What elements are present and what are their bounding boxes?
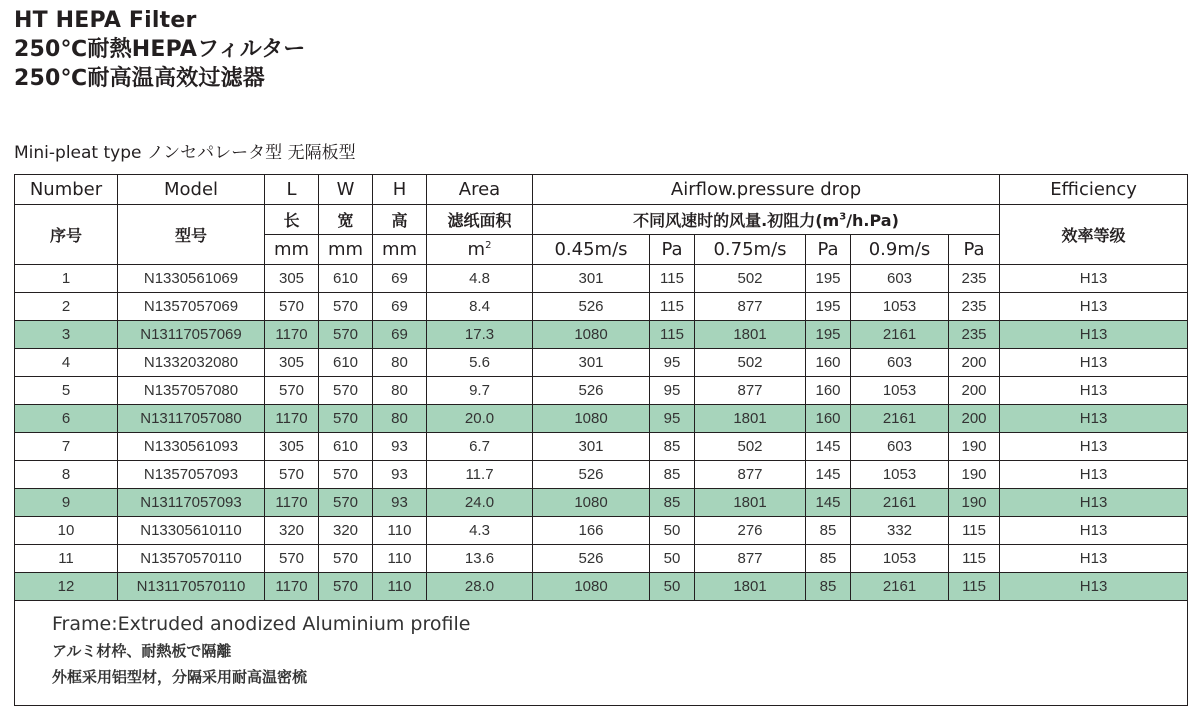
cell-number: 9: [15, 489, 118, 517]
cell-model: N13117057080: [118, 405, 265, 433]
cell-pa-2: 160: [806, 349, 851, 377]
cell-flow-2: 877: [695, 545, 806, 573]
cell-efficiency: H13: [1000, 517, 1188, 545]
cell-h: 110: [373, 573, 427, 601]
cell-flow-3: 2161: [851, 321, 949, 349]
speed-1: 0.45m/s: [533, 235, 650, 265]
cell-w: 570: [319, 461, 373, 489]
cell-pa-1: 95: [650, 349, 695, 377]
header-h: H: [373, 175, 427, 205]
cell-h: 93: [373, 433, 427, 461]
cell-flow-2: 276: [695, 517, 806, 545]
cell-flow-1: 166: [533, 517, 650, 545]
header-row-1: [15, 175, 1188, 205]
cell-l: 1170: [265, 489, 319, 517]
cell-pa-3: 200: [949, 377, 1000, 405]
unit-l: mm: [265, 235, 319, 265]
unit-w: mm: [319, 235, 373, 265]
cell-area: 4.8: [427, 265, 533, 293]
table-row: [15, 293, 1188, 321]
cell-number: 12: [15, 573, 118, 601]
footer-frame-jp: アルミ材枠、耐熱板で隔離: [52, 643, 232, 660]
title-en: HT HEPA Filter: [14, 8, 197, 33]
cell-area: 20.0: [427, 405, 533, 433]
footer-frame-cn: 外框采用铝型材，分隔采用耐高温密梳: [52, 669, 308, 686]
cell-flow-2: 877: [695, 377, 806, 405]
cell-number: 6: [15, 405, 118, 433]
table-row: [15, 349, 1188, 377]
unit-area-text: m: [467, 239, 486, 260]
cell-flow-2: 502: [695, 349, 806, 377]
cell-h: 69: [373, 265, 427, 293]
cell-model: N13117057069: [118, 321, 265, 349]
cell-flow-1: 301: [533, 433, 650, 461]
cell-pa-1: 50: [650, 573, 695, 601]
cell-flow-3: 1053: [851, 293, 949, 321]
cell-pa-2: 195: [806, 321, 851, 349]
header-area: Area: [427, 175, 533, 205]
header-w: W: [319, 175, 373, 205]
cell-area: 17.3: [427, 321, 533, 349]
title-block: [14, 6, 306, 93]
cell-flow-1: 301: [533, 265, 650, 293]
cell-l: 570: [265, 377, 319, 405]
cell-pa-1: 115: [650, 293, 695, 321]
table-row: [15, 461, 1188, 489]
table-row: [15, 433, 1188, 461]
cell-w: 320: [319, 517, 373, 545]
header-airflow: Airflow.pressure drop: [533, 175, 1000, 205]
cell-number: 3: [15, 321, 118, 349]
header-efficiency-cn: 效率等级: [1000, 205, 1188, 265]
table-row: [15, 489, 1188, 517]
cell-l: 1170: [265, 405, 319, 433]
cell-h: 80: [373, 405, 427, 433]
header-efficiency: Efficiency: [1000, 175, 1188, 205]
cell-pa-2: 85: [806, 545, 851, 573]
cell-model: N1357057069: [118, 293, 265, 321]
unit-area-sup: 2: [485, 240, 492, 251]
cell-number: 4: [15, 349, 118, 377]
cell-area: 6.7: [427, 433, 533, 461]
cell-area: 24.0: [427, 489, 533, 517]
cell-efficiency: H13: [1000, 545, 1188, 573]
cell-efficiency: H13: [1000, 321, 1188, 349]
cell-h: 110: [373, 545, 427, 573]
cell-h: 110: [373, 517, 427, 545]
cell-pa-2: 160: [806, 405, 851, 433]
cell-flow-1: 526: [533, 545, 650, 573]
cell-efficiency: H13: [1000, 293, 1188, 321]
cell-flow-1: 526: [533, 377, 650, 405]
cell-efficiency: H13: [1000, 433, 1188, 461]
header-model-cn: 型号: [118, 205, 265, 265]
cell-flow-3: 1053: [851, 545, 949, 573]
cell-number: 10: [15, 517, 118, 545]
table-row: [15, 517, 1188, 545]
table-row: [15, 321, 1188, 349]
cell-efficiency: H13: [1000, 573, 1188, 601]
cell-area: 28.0: [427, 573, 533, 601]
cell-pa-1: 85: [650, 461, 695, 489]
cell-pa-2: 160: [806, 377, 851, 405]
header-area-cn: 滤纸面积: [427, 205, 533, 235]
cell-pa-1: 50: [650, 545, 695, 573]
cell-w: 570: [319, 321, 373, 349]
cell-pa-3: 190: [949, 433, 1000, 461]
cell-flow-2: 1801: [695, 405, 806, 433]
pa-1: Pa: [650, 235, 695, 265]
footer-cell: [15, 601, 1188, 706]
cell-model: N1330561069: [118, 265, 265, 293]
cell-w: 570: [319, 573, 373, 601]
cell-pa-3: 190: [949, 489, 1000, 517]
cell-l: 570: [265, 461, 319, 489]
unit-h: mm: [373, 235, 427, 265]
cell-w: 570: [319, 489, 373, 517]
pa-2: Pa: [806, 235, 851, 265]
table-row: [15, 545, 1188, 573]
cell-area: 4.3: [427, 517, 533, 545]
cell-pa-1: 50: [650, 517, 695, 545]
cell-w: 570: [319, 545, 373, 573]
cell-area: 9.7: [427, 377, 533, 405]
cell-pa-3: 235: [949, 321, 1000, 349]
cell-area: 11.7: [427, 461, 533, 489]
title-cn: 250℃耐高温高效过滤器: [14, 66, 265, 91]
cell-pa-2: 145: [806, 433, 851, 461]
cell-flow-3: 603: [851, 349, 949, 377]
table-row: [15, 265, 1188, 293]
header-airflow-cn-sup: 3: [839, 211, 847, 223]
cell-flow-2: 1801: [695, 573, 806, 601]
cell-h: 69: [373, 321, 427, 349]
header-h-cn: 高: [373, 205, 427, 235]
cell-pa-2: 195: [806, 265, 851, 293]
header-number: Number: [15, 175, 118, 205]
table-row: [15, 405, 1188, 433]
header-model: Model: [118, 175, 265, 205]
cell-number: 8: [15, 461, 118, 489]
cell-number: 7: [15, 433, 118, 461]
cell-l: 305: [265, 349, 319, 377]
cell-flow-3: 2161: [851, 405, 949, 433]
cell-flow-2: 502: [695, 265, 806, 293]
unit-area: [427, 235, 533, 265]
cell-pa-3: 200: [949, 349, 1000, 377]
cell-flow-2: 877: [695, 293, 806, 321]
cell-l: 1170: [265, 321, 319, 349]
cell-model: N1332032080: [118, 349, 265, 377]
cell-pa-1: 95: [650, 377, 695, 405]
cell-l: 305: [265, 433, 319, 461]
cell-l: 1170: [265, 573, 319, 601]
title-jp: 250℃耐熱HEPAフィルター: [14, 37, 306, 62]
spec-table: [14, 174, 1188, 706]
cell-model: N13570570110: [118, 545, 265, 573]
cell-flow-1: 1080: [533, 573, 650, 601]
cell-pa-3: 235: [949, 293, 1000, 321]
cell-w: 610: [319, 349, 373, 377]
pa-3: Pa: [949, 235, 1000, 265]
table-body: [15, 265, 1188, 601]
cell-area: 8.4: [427, 293, 533, 321]
cell-efficiency: H13: [1000, 265, 1188, 293]
cell-pa-3: 115: [949, 573, 1000, 601]
footer-row: [15, 601, 1188, 706]
cell-model: N13305610110: [118, 517, 265, 545]
cell-flow-2: 1801: [695, 321, 806, 349]
cell-area: 5.6: [427, 349, 533, 377]
cell-h: 80: [373, 377, 427, 405]
cell-pa-2: 195: [806, 293, 851, 321]
cell-flow-2: 1801: [695, 489, 806, 517]
header-l-cn: 长: [265, 205, 319, 235]
cell-flow-1: 1080: [533, 489, 650, 517]
cell-flow-1: 526: [533, 293, 650, 321]
cell-model: N1330561093: [118, 433, 265, 461]
cell-pa-1: 95: [650, 405, 695, 433]
speed-3: 0.9m/s: [851, 235, 949, 265]
cell-l: 320: [265, 517, 319, 545]
cell-flow-1: 1080: [533, 321, 650, 349]
cell-pa-1: 85: [650, 489, 695, 517]
cell-efficiency: H13: [1000, 489, 1188, 517]
table-row: [15, 573, 1188, 601]
cell-pa-3: 115: [949, 517, 1000, 545]
cell-area: 13.6: [427, 545, 533, 573]
cell-flow-3: 2161: [851, 573, 949, 601]
cell-w: 570: [319, 377, 373, 405]
header-l: L: [265, 175, 319, 205]
cell-flow-3: 1053: [851, 377, 949, 405]
cell-l: 570: [265, 293, 319, 321]
header-airflow-cn-tail: /h.Pa): [846, 211, 899, 230]
cell-pa-3: 200: [949, 405, 1000, 433]
table-row: [15, 377, 1188, 405]
cell-flow-1: 301: [533, 349, 650, 377]
cell-flow-3: 2161: [851, 489, 949, 517]
cell-pa-1: 115: [650, 265, 695, 293]
cell-model: N131170570110: [118, 573, 265, 601]
cell-l: 305: [265, 265, 319, 293]
header-airflow-cn-text: 不同风速时的风量.初阻力(m: [633, 211, 840, 230]
header-airflow-cn: [533, 205, 1000, 235]
cell-h: 69: [373, 293, 427, 321]
cell-efficiency: H13: [1000, 349, 1188, 377]
cell-flow-2: 502: [695, 433, 806, 461]
cell-flow-1: 1080: [533, 405, 650, 433]
cell-number: 11: [15, 545, 118, 573]
cell-l: 570: [265, 545, 319, 573]
cell-pa-3: 235: [949, 265, 1000, 293]
cell-flow-3: 603: [851, 433, 949, 461]
cell-w: 610: [319, 433, 373, 461]
cell-pa-2: 85: [806, 517, 851, 545]
cell-flow-2: 877: [695, 461, 806, 489]
cell-efficiency: H13: [1000, 377, 1188, 405]
cell-w: 610: [319, 265, 373, 293]
cell-w: 570: [319, 293, 373, 321]
cell-pa-1: 85: [650, 433, 695, 461]
cell-number: 5: [15, 377, 118, 405]
cell-model: N1357057093: [118, 461, 265, 489]
cell-pa-3: 190: [949, 461, 1000, 489]
cell-number: 2: [15, 293, 118, 321]
cell-efficiency: H13: [1000, 461, 1188, 489]
header-row-2: [15, 205, 1188, 235]
cell-efficiency: H13: [1000, 405, 1188, 433]
cell-h: 93: [373, 461, 427, 489]
cell-flow-1: 526: [533, 461, 650, 489]
footer-frame-en: Frame:Extruded anodized Aluminium profile: [52, 613, 471, 635]
cell-flow-3: 603: [851, 265, 949, 293]
cell-pa-3: 115: [949, 545, 1000, 573]
cell-model: N1357057080: [118, 377, 265, 405]
cell-flow-3: 1053: [851, 461, 949, 489]
cell-number: 1: [15, 265, 118, 293]
cell-pa-1: 115: [650, 321, 695, 349]
cell-h: 93: [373, 489, 427, 517]
cell-w: 570: [319, 405, 373, 433]
header-w-cn: 宽: [319, 205, 373, 235]
subtitle: Mini-pleat type ノンセパレータ型 无隔板型: [14, 143, 356, 163]
cell-pa-2: 145: [806, 489, 851, 517]
header-number-cn: 序号: [15, 205, 118, 265]
speed-2: 0.75m/s: [695, 235, 806, 265]
cell-model: N13117057093: [118, 489, 265, 517]
cell-pa-2: 145: [806, 461, 851, 489]
cell-h: 80: [373, 349, 427, 377]
cell-pa-2: 85: [806, 573, 851, 601]
cell-flow-3: 332: [851, 517, 949, 545]
